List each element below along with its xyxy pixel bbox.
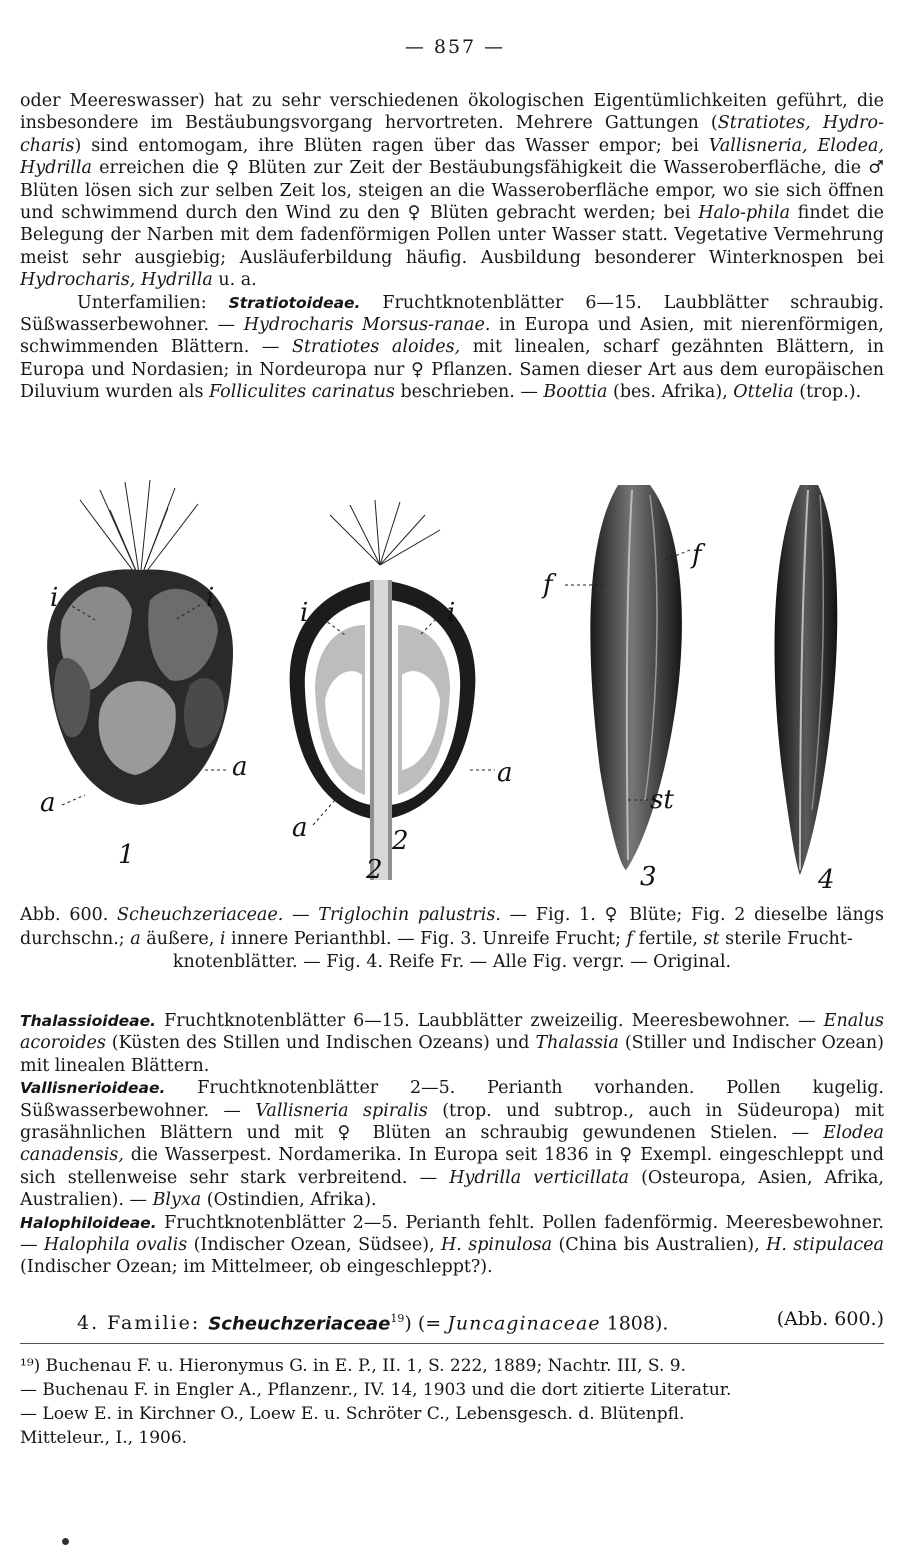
text-run: (China bis Australien), [552,1235,767,1256]
text-run: 1808). [600,1312,669,1335]
species-name: Thalassia [535,1033,619,1054]
figure-label: i [300,598,309,628]
species-name: Ottelia [733,382,794,403]
figure-label: a [292,813,308,843]
text-run: — Fig. 1. ♀ Blüte; Fig. 2 dieselbe längs durchschn.; [20,905,884,949]
species-name: Hydrocharis, Hydrilla [20,270,213,291]
text-run: u. a. [212,270,257,291]
text-run: (Osteuropa, Asien, Afrika, Australien). — [20,1167,884,1211]
text-run: fertile, [633,928,704,949]
text-run: Vegetative Vermehrung meist sehr ausgiebig; Ausläuferbildung häufig. Ausbildung besonderer [20,225,884,268]
species-name: Hydrilla [20,158,92,179]
text-run: sterile Frucht- [719,928,853,949]
species-name: Elodea canadensis, [20,1123,884,1166]
species-name: H. spinulosa [441,1235,553,1256]
figure-label: 2 [366,855,383,885]
species-name: phila [745,203,791,224]
family-heading [20,1307,884,1336]
text-run: findet die Belegung der Narben mit dem fadenförmigen Pollen unter Wasser statt. [20,203,884,246]
text-run: erreichen die ♀ Blüten zur Zeit der Bestäubungsfähigkeit die Wasseroberfläche, [91,158,827,179]
text-run: äußere, [140,928,220,949]
species-name: Halo- [698,203,746,224]
text-run: (trop. und subtrop., auch in Südeuropa) mit grasähnlichen Blättern und mit ♀ Blüten an schraubig gewundenen Stielen. — [20,1100,885,1144]
footnote-line: — Buchenau F. in Engler A., Pflanzenr., IV. 14, 1903 und die dort zitierte Literatur. [20,1380,732,1400]
figure-label: f [543,570,553,600]
text-run: in Europa und Asien, mit nierenförmigen, schwimmenden Blättern. — [20,315,884,358]
figure-label: f [692,540,702,570]
species-name: Hydrocharis Morsus-ranae. [243,315,491,336]
subfamily-name: Vallisnerioideae. [20,1079,166,1098]
text-run: insbesondere im Bestäubungsvorgang hervortreten. Mehrere Gattungen ( [20,113,718,134]
caption-last-line: knotenblätter. — Fig. 4. Reife Fr. — Alle Fig. vergr. — Original. [172,952,732,972]
intro-paragraph [20,90,884,404]
text-run: — [283,905,319,925]
text-run: Winterknospen bei [708,247,884,268]
figure-1-flower [47,480,233,805]
figure-label: i [447,598,456,628]
species-name: Vallisneria spiralis [255,1100,428,1121]
footnote-rule [20,1343,884,1344]
text-run: sich öffnen und schwimmend durch den Wind zu den ♀ Blüten gebracht werden; bei [20,180,884,224]
abbrev: f [626,928,634,949]
figure-label: a [232,752,248,782]
text-run: ) sind entomogam, ihre Blüten ragen über das Wasser empor; bei [74,135,709,156]
intro-paragraph-1 [20,90,884,292]
abbrev: st [703,928,720,949]
synonym-name: Juncaginaceae [447,1312,601,1335]
footnote-line: Mitteleur., I., 1906. [20,1428,188,1448]
text-run: Unterfamilien: [77,292,229,313]
family-name: Scheuchzeriaceae [208,1313,391,1335]
species-name: Enalus acoroides [20,1011,884,1054]
footnote-line: — Loew E. in Kirchner O., Loew E. u. Schröter C., Lebensgesch. d. Blütenpfl. [20,1404,685,1424]
figure-label: 1 [118,840,135,870]
text-run: Fruchtknotenblätter 6—15. Laubblätter zweizeilig. Meeresbewohner. — [156,1011,824,1031]
figure-label: 3 [640,862,657,892]
text-run: oder Meereswasser) hat zu sehr verschiedenen ökologischen Eigentümlichkeiten geführt, die [20,91,884,111]
figure-label: 4 [818,865,835,895]
species-name: Halophila ovalis [43,1235,188,1256]
species-name: Triglochin palustris. [318,905,501,925]
abbrev: a [130,928,141,949]
text-run: (Indischer Ozean, Südsee), [187,1235,442,1256]
text-run: (Indischer Ozean; im Mittelmeer, ob eingeschleppt?). [20,1257,493,1278]
text-run: ) (= [404,1312,448,1335]
vallisnerioideae-paragraph [20,1077,884,1211]
species-name: Boottia [543,382,608,403]
figure-caption [20,904,884,975]
text-run: Fruchtknotenblätter 2—5. Perianth fehlt. Pollen fadenförmig. Meeresbewohner. — [20,1212,884,1256]
intro-paragraph-2 [20,292,884,404]
figure-label: 2 [392,826,409,856]
figure-label: a [40,788,56,818]
text-run: innere Perianthbl. — Fig. 3. Unreife Frucht; [225,928,627,949]
figure-label: i [50,583,59,613]
subfamily-name: Halophiloideae. [20,1213,157,1232]
figure-reference: (Abb. 600.) [776,1308,884,1330]
footnote-line: ¹⁹) Buchenau F. u. Hieronymus G. in E. P., II. 1, S. 222, 1889; Nachtr. III, S. 9. [20,1356,686,1376]
figure-label: i [206,583,215,613]
text-run: beschrieben. — [394,382,544,403]
subfamily-name: Stratiotoideae. [228,293,361,312]
figure-label: st [650,785,674,815]
species-name: Folliculites carinatus [209,382,395,403]
text-run: Fruchtknotenblätter 6—15. Laubblätter schraubig. Süßwasserbewohner. — [20,292,884,336]
species-name: H. stipulacea [766,1235,884,1256]
thalassioideae-paragraph [20,1010,884,1077]
text-run: (Ostindien, Afrika). [201,1190,377,1211]
text-run: mit linealen, scharf gezähnten Blättern, in Europa und Nordasien; in Nordeuropa nur ♀ Pflanzen. Samen dieser Art aus dem europäischen Diluvium wurden als [20,337,885,403]
text-run: (Küsten des Stillen und Indischen Ozeans) und [105,1033,536,1054]
text-run: die Wasserpest. Nordamerika. In Europa seit 1836 in ♀ Exempl. eingeschleppt und sich stellenweise sehr stark verbreitend. — [20,1145,884,1188]
page-number: — 857 — [404,36,506,58]
text-run: die ♂ Blüten lösen sich zur selben Zeit los, steigen an die Wasseroberfläche empor, wo sie [20,158,884,201]
subfamily-name: Thalassioideae. [20,1012,157,1030]
species-name: Vallisneria, Elodea, [708,135,884,156]
figure-4-ripe-fruit [775,485,838,875]
footnote [20,1354,884,1450]
subfamilies-text [20,1010,884,1279]
species-name: Stratiotes, Hydro- [717,113,884,134]
species-name: Scheuchzeriaceae. [117,905,284,925]
figure-label: a [497,758,513,788]
text-run: (bes. Afrika), [607,382,734,403]
species-name: Stratiotes aloides, [292,337,461,358]
figure-botanical-drawings [0,470,910,900]
family-prefix: 4. Familie: [77,1312,209,1335]
text-run: (trop.). [793,382,862,403]
abbrev: i [219,928,226,949]
text-run: Abb. 600. [20,905,118,925]
scan-dot [62,1538,69,1545]
species-name: Hydrilla verticillata [449,1167,629,1188]
figure-2-section [290,500,476,880]
text-run: (Stiller und Indischer Ozean) mit linealen Blättern. [20,1033,884,1076]
species-name: charis [20,135,75,156]
species-name: Blyxa [152,1190,202,1211]
halophiloideae-paragraph [20,1212,884,1279]
footnote-ref: 19 [390,1312,405,1325]
text-run: Fruchtknotenblätter 2—5. Perianth vorhanden. Pollen kugelig. Süßwasserbewohner. — [20,1078,884,1121]
